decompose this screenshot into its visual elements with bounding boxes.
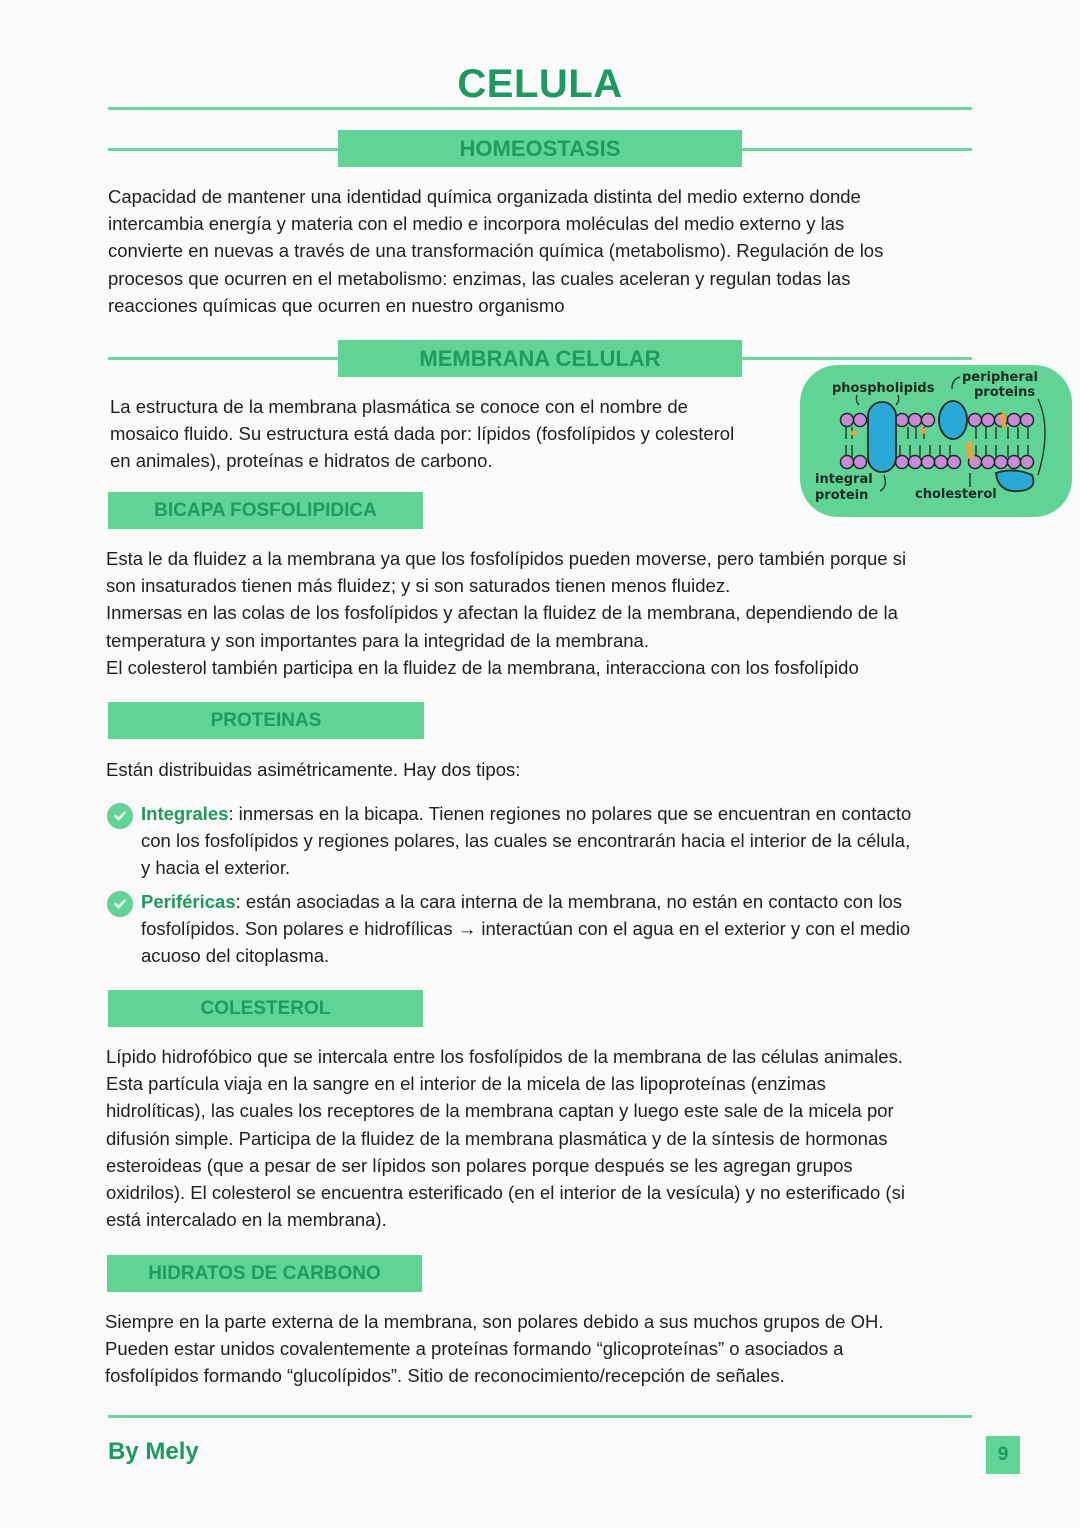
bicapa-paragraph — [106, 545, 986, 681]
text-line: Pueden estar unidos covalentemente a proteínas formando “glicoproteínas” o asociados a — [105, 1338, 844, 1360]
check-circle-icon — [107, 891, 133, 917]
text-line: temperatura y son importantes para la integridad de la membrana. — [106, 629, 649, 651]
text-line: esteroideas (que a pesar de ser lípidos son polares porque después se les agregan grupos — [106, 1154, 853, 1176]
list-item-integrales — [107, 800, 987, 882]
list-item-text: Periféricas: están asociadas a la cara interna de la membrana, no están en contacto con los fosfolípidos. Son polares e hidrofílicas → interactúan con el agua en el exterior y con el medio acuoso del citoplasma. — [141, 888, 910, 970]
section-heading-membrana: MEMBRANA CELULAR — [338, 340, 742, 377]
section-heading-hidratos: HIDRATOS DE CARBONO — [107, 1255, 422, 1292]
text-line: en animales), proteínas e hidratos de carbono. — [110, 450, 493, 472]
colesterol-paragraph — [106, 1043, 996, 1233]
section-heading-bicapa: BICAPA FOSFOLIPIDICA — [108, 492, 423, 529]
footer-author: By Mely — [108, 1438, 199, 1465]
section-heading-proteinas: PROTEINAS — [108, 702, 424, 739]
text-line: oxidrilos). El colesterol se encuentra esterificado (en el interior de la vesícula) y no esterificado (si — [106, 1182, 905, 1204]
text-line: La estructura de la membrana plasmática se conoce con el nombre de — [110, 396, 688, 417]
hidratos-paragraph — [105, 1308, 985, 1390]
section-heading-homeostasis: HOMEOSTASIS — [338, 130, 742, 167]
peripheral-protein-bottom — [996, 470, 1034, 491]
section-rule-right — [740, 148, 972, 151]
text-line: fosfolípidos formando “glucolípidos”. Sitio de reconocimiento/recepción de señales. — [105, 1365, 785, 1387]
text-line: Capacidad de mantener una identidad química organizada distinta del medio externo donde — [108, 186, 861, 207]
text-line: Inmersas en las colas de los fosfolípidos y afectan la fluidez de la membrana, dependiendo de la — [106, 602, 898, 624]
section-rule-left — [108, 148, 340, 151]
text-line: Lípido hidrofóbico que se intercala entre los fosfolípidos de la membrana de las células animales. — [106, 1046, 903, 1067]
text-line: reacciones químicas que ocurren en nuestro organismo — [108, 294, 565, 316]
text-line: mosaico fluido. Su estructura está dada por: lípidos (fosfolípidos y colesterol — [110, 423, 735, 445]
text-line: hidrolíticas), las cuales los receptores de la membrana captan y luego este sale de la micela por — [106, 1100, 894, 1122]
list-item-perifericas — [107, 888, 987, 970]
section-rule-left — [108, 357, 340, 360]
label-phospholipids: phospholipids — [832, 381, 935, 396]
label-cholesterol: cholesterol — [915, 487, 997, 502]
term-integrales: Integrales — [141, 803, 229, 824]
peripheral-protein-top — [939, 401, 967, 439]
membrana-paragraph — [110, 393, 800, 475]
integral-protein-shape — [868, 402, 896, 472]
text-line: está intercalado en la membrana). — [106, 1209, 387, 1231]
label-protein: protein — [815, 488, 869, 503]
page-title: CELULA — [457, 62, 623, 106]
text-line: son insaturados tienen más fluidez; y si son saturados tienen menos fluidez. — [106, 575, 731, 597]
section-heading-colesterol: COLESTEROL — [108, 990, 423, 1027]
list-item-text: Integrales: inmersas en la bicapa. Tienen regiones no polares que se encuentran en contacto con los fosfolípidos y regiones polares, las cuales se encontrarán hacia el interior de la célula, y hacia el exterior. — [141, 800, 911, 882]
text-line: fosfolípidos. Son polares e hidrofílicas → interactúan con el agua en el exterior y con el medio — [141, 918, 911, 940]
text-line: y hacia el exterior. — [141, 857, 291, 879]
label-integral: integral — [815, 472, 873, 487]
page-number-badge: 9 — [986, 1436, 1020, 1474]
term-perifericas: Periféricas — [141, 891, 236, 912]
text-line: convierte en nuevas a través de una transformación química (metabolismo). Regulación de los — [108, 240, 884, 262]
text-line: El colesterol también participa en la fluidez de la membrana, interacciona con los fosfolípido — [106, 656, 859, 678]
text-line: Siempre en la parte externa de la membrana, son polares debido a sus muchos grupos de OH. — [105, 1311, 884, 1332]
text-line: Esta le da fluidez a la membrana ya que los fosfolípidos pueden moverse, pero también porque si — [106, 548, 907, 569]
membrane-diagram — [800, 365, 1072, 517]
label-proteins: proteins — [974, 385, 1036, 400]
proteinas-intro: Están distribuidas asimétricamente. Hay dos tipos: — [106, 759, 521, 780]
section-rule-right — [740, 357, 972, 360]
text-line: intercambia energía y materia con el medio e incorpora moléculas del medio externo y las — [108, 213, 845, 235]
title-divider — [108, 107, 972, 110]
homeostasis-paragraph — [108, 183, 988, 319]
label-peripheral: peripheral — [962, 370, 1039, 385]
text-line: con los fosfolípidos y regiones polares, las cuales se encontrarán hacia el interior de la célula, — [141, 830, 911, 852]
text-line: procesos que ocurren en el metabolismo: enzimas, las cuales aceleran y regulan todas las — [108, 267, 851, 289]
check-circle-icon — [107, 803, 133, 829]
text-line: acuoso del citoplasma. — [141, 945, 330, 967]
footer-divider — [108, 1415, 972, 1418]
fluid-mosaic-illustration — [800, 365, 1072, 517]
text-line: difusión simple. Participa de la fluidez de la membrana plasmática y de la síntesis de hormonas — [106, 1127, 888, 1149]
text-line: Esta partícula viaja en la sangre en el interior de la micela de las lipoproteínas (enzimas — [106, 1073, 826, 1095]
